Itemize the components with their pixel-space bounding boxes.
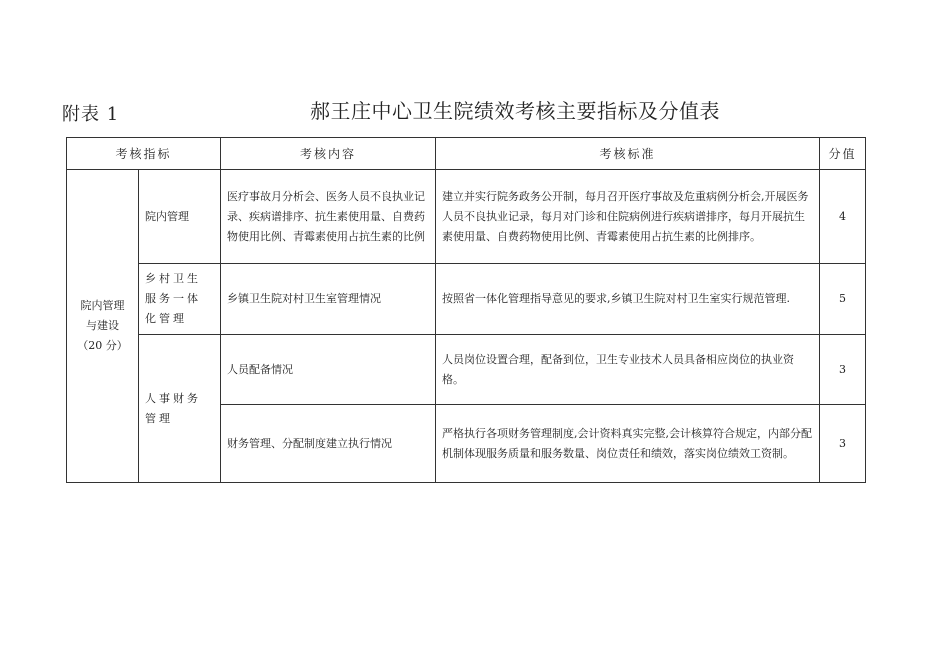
table-row xyxy=(67,335,866,405)
assessment-table xyxy=(66,137,866,483)
content-cell: 人员配备情况 xyxy=(221,335,436,405)
appendix-label: 附表 1 xyxy=(62,104,120,125)
score-cell: 5 xyxy=(820,264,866,335)
category-name-line2: 与建设 xyxy=(86,319,119,332)
table-row xyxy=(67,170,866,264)
table-header-row xyxy=(67,138,866,170)
content-cell: 财务管理、分配制度建立执行情况 xyxy=(221,405,436,483)
score-cell: 4 xyxy=(820,170,866,264)
standard-cell: 建立并实行院务政务公开制，每月召开医疗事故及危重病例分析会,开展医务人员不良执业记录，每月对门诊和住院病例进行疾病谱排序，每月开展抗生素使用量、自费药物使用比例、青霉素使用占抗生素的比例排序。 xyxy=(436,170,820,264)
page-title: 郝王庄中心卫生院绩效考核主要指标及分值表 xyxy=(310,99,720,123)
standard-cell: 严格执行各项财务管理制度,会计资料真实完整,会计核算符合规定，内部分配机制体现服务质量和服务数量、岗位责任和绩效，落实岗位绩效工资制。 xyxy=(436,405,820,483)
score-cell: 3 xyxy=(820,405,866,483)
category-cell xyxy=(67,170,139,483)
standard-cell: 人员岗位设置合理，配备到位，卫生专业技术人员具备相应岗位的执业资格。 xyxy=(436,335,820,405)
category-name-line1: 院内管理 xyxy=(80,299,125,312)
standard-cell: 按照省一体化管理指导意见的要求,乡镇卫生院对村卫生室实行规范管理. xyxy=(436,264,820,335)
subcategory-cell: 人事财务管理 xyxy=(139,335,221,483)
score-cell: 3 xyxy=(820,335,866,405)
col-header-standard: 考核标准 xyxy=(436,138,820,170)
content-cell: 医疗事故月分析会、医务人员不良执业记录、疾病谱排序、抗生素使用量、自费药物使用比例、青霉素使用占抗生素的比例 xyxy=(221,170,436,264)
subcategory-cell: 院内管理 xyxy=(139,170,221,264)
col-header-content: 考核内容 xyxy=(221,138,436,170)
col-header-indicator: 考核指标 xyxy=(67,138,221,170)
content-cell: 乡镇卫生院对村卫生室管理情况 xyxy=(221,264,436,335)
col-header-score: 分值 xyxy=(820,138,866,170)
subcategory-cell: 乡村卫生服务一体化管理 xyxy=(139,264,221,335)
category-points: （20 分） xyxy=(77,339,128,352)
table-row xyxy=(67,264,866,335)
